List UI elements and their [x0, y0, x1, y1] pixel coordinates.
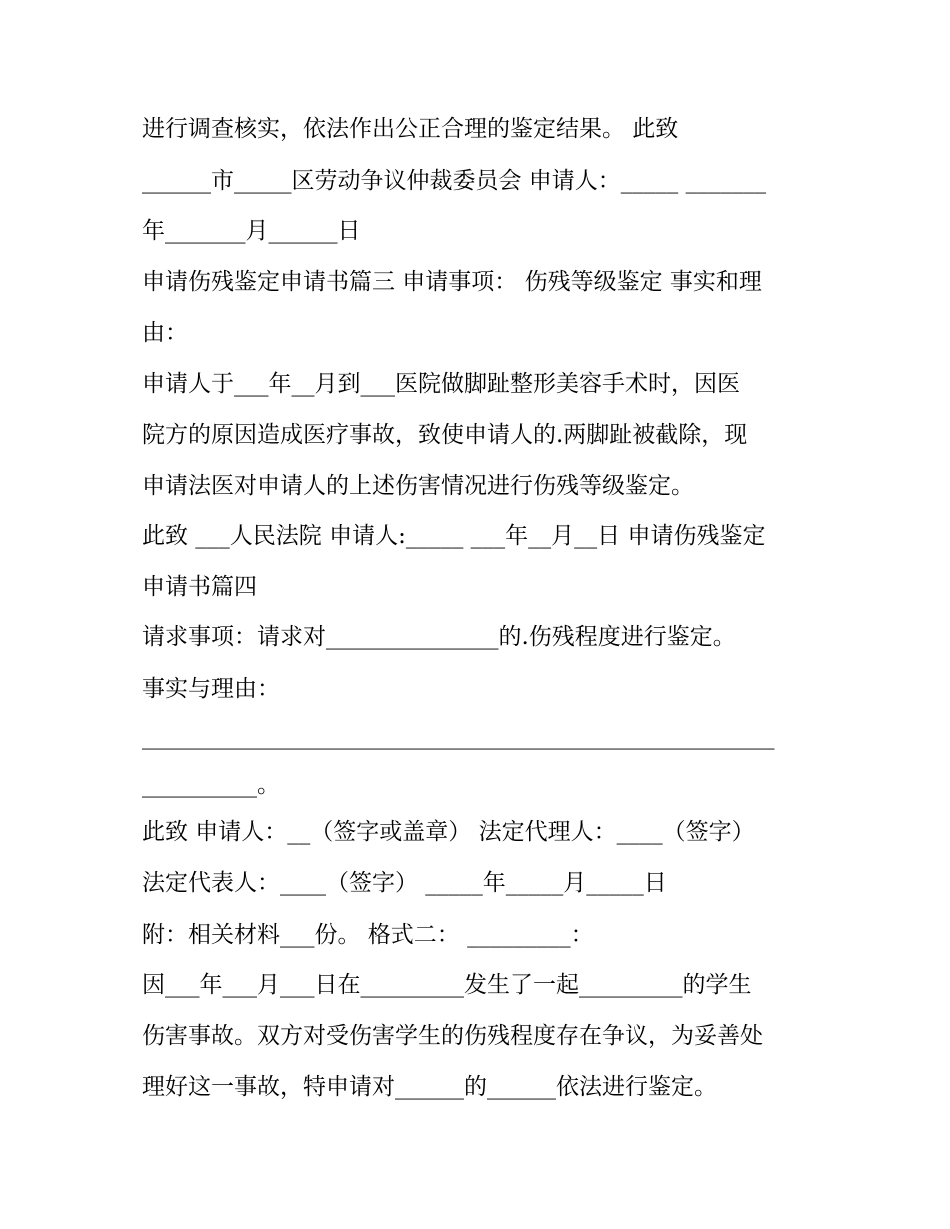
text-line: 此致 ___人民法院 申请人:_____ ___年__月__日 申请伤残鉴定 [142, 523, 766, 549]
text-line: 年_______月______日 [142, 218, 361, 244]
text-line: 进行调查核实，依法作出公正合理的鉴定结果。 此致 [142, 116, 679, 142]
text-line: 事实与理由： [142, 676, 280, 702]
text-line: 法定代表人：____（签字） _____年_____月_____日 [142, 870, 667, 896]
text-line: 因___年___月___日在_________发生了一起_________的学生 [142, 972, 752, 998]
text-line: 此致 申请人：__（签字或盖章） 法定代理人：____（签字） [142, 819, 755, 845]
text-line: 院方的原因造成医疗事故，致使申请人的.两脚趾被截除，现 [142, 422, 748, 448]
text-line: 请求事项：请求对_______________的.伤残程度进行鉴定。 [142, 624, 736, 650]
text-line: ______市_____区劳动争议仲裁委员会 申请人：_____ _______ [142, 168, 767, 194]
text-line: 申请伤残鉴定申请书篇三 申请事项： 伤残等级鉴定 事实和理 [142, 269, 762, 295]
text-line: 申请人于___年__月到___医院做脚趾整形美容手术时，因医 [142, 371, 740, 397]
text-line: 附：相关材料___份。 格式二： _________： [142, 922, 594, 948]
text-line: 由： [142, 320, 188, 346]
text-line: 申请法医对申请人的上述伤害情况进行伤残等级鉴定。 [142, 473, 694, 499]
text-line: _______________________________________________________ [142, 724, 775, 750]
text-line: 理好这一事故，特申请对______的______依法进行鉴定。 [142, 1074, 717, 1100]
text-line: 申请书篇四 [142, 574, 257, 600]
text-line: 伤害事故。双方对受伤害学生的伤残程度存在争议，为妥善处 [142, 1023, 763, 1049]
text-line: __________。 [142, 772, 280, 798]
